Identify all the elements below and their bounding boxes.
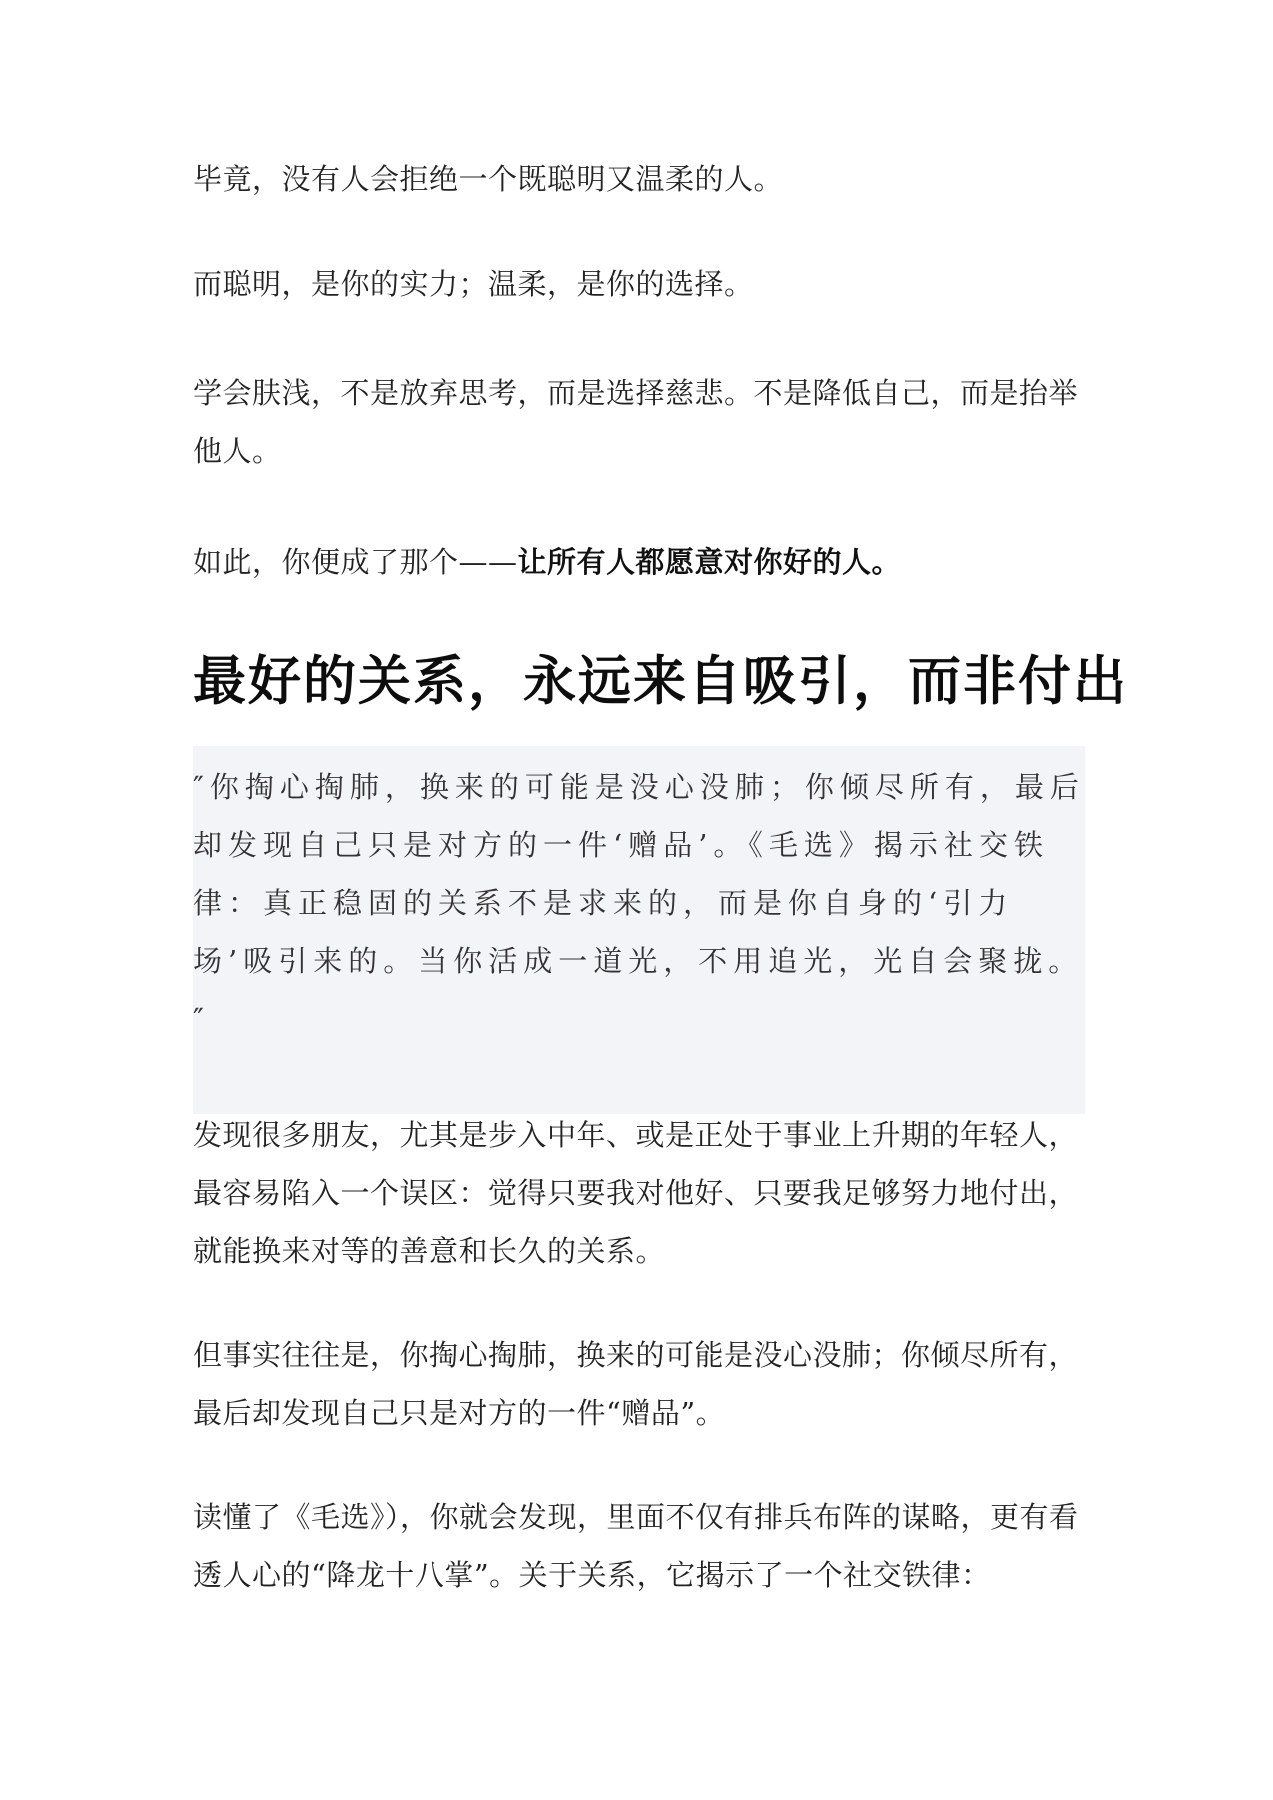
- paragraph-3: 学会肤浅，不是放弃思考，而是选择慈悲。不是降低自己，而是抬举他人。: [193, 376, 1079, 468]
- paragraph-4-emphasis: 让所有人都愿意对你好的人。: [517, 545, 902, 579]
- paragraph-6: 但事实往往是，你掏心掏肺，换来的可能是没心没肺；你倾尽所有，最后却发现自己只是对方的一件“赠品”。: [193, 1338, 1079, 1430]
- paragraph-4-prefix: 如此，你便成了那个——: [193, 545, 518, 579]
- quote-block: [193, 746, 1085, 1114]
- paragraph-4: [193, 533, 1088, 591]
- section-heading: 最好的关系，永远来自吸引，而非付出: [193, 651, 1128, 712]
- quote-text: ″你掏心掏肺，换来的可能是没心没肺；你倾尽所有，最后却发现自己只是对方的一件‘赠品’。《毛选》揭示社交铁律：真正稳固的关系不是求来的，而是你自身的‘引力场’吸引来的。当你活成一道光，不用追光，光自会聚拢。″: [193, 770, 1085, 1036]
- paragraph-5: 发现很多朋友，尤其是步入中年、或是正处于事业上升期的年轻人，最容易陷入一个误区：觉得只要我对他好、只要我足够努力地付出，就能换来对等的善意和长久的关系。: [193, 1118, 1079, 1268]
- paragraph-1: 毕竟，没有人会拒绝一个既聪明又温柔的人。: [193, 162, 784, 196]
- paragraph-7: 读懂了《毛选》），你就会发现，里面不仅有排兵布阵的谋略，更有看透人心的“降龙十八掌”。关于关系，它揭示了一个社交铁律：: [193, 1500, 1079, 1592]
- paragraph-2: 而聪明，是你的实力；温柔，是你的选择。: [193, 267, 754, 301]
